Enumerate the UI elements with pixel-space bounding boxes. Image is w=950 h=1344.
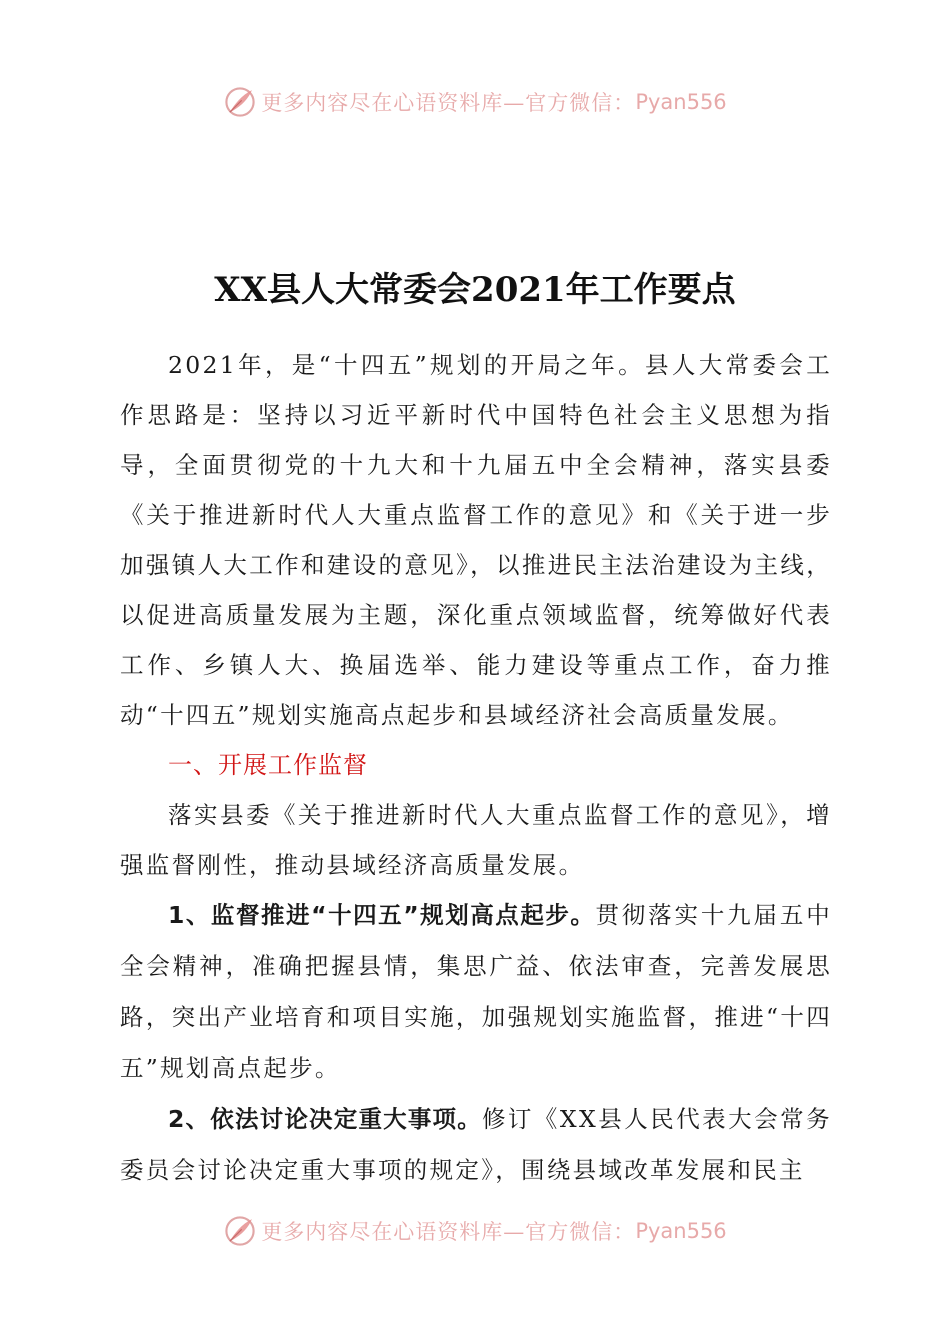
watermark-text: 更多内容尽在心语资料库—官方微信： [261,1220,636,1244]
feather-pen-logo-icon [223,85,257,119]
list-item-1 [120,890,832,1094]
document-title: XX县人大常委会2021年工作要点 [214,270,736,310]
item-lead: 2、依法讨论决定重大事项。 [168,1105,482,1133]
document-body [120,340,832,1196]
watermark-code: Pyan556 [635,1219,727,1243]
list-item-2 [120,1094,832,1196]
feather-pen-logo-icon [223,1214,257,1248]
item-lead: 1、监督推进“十四五”规划高点起步。 [168,901,596,929]
section-heading: 一、开展工作监督 [168,751,368,779]
watermark-footer [0,1211,950,1251]
section-paragraph: 落实县委《关于推进新时代人大重点监督工作的意见》，增强监督刚性，推动县域经济高质量发展。 [120,801,832,879]
intro-paragraph: 2021年，是“十四五”规划的开局之年。县人大常委会工作思路是：坚持以习近平新时代中国特色社会主义思想为指导，全面贯彻党的十九大和十九届五中全会精神，落实县委《关于推进新时代人大重点监督工作的意见》和《关于进一步加强镇人大工作和建设的意见》，以推进民主法治建设为主线，以促进高质量发展为主题，深化重点领域监督，统筹做好代表工作、乡镇人大、换届选举、能力建设等重点工作，奋力推动“十四五”规划实施高点起步和县域经济社会高质量发展。 [120,351,832,729]
item-text: 修订《XX县人民代表大会常务委员会讨论决定重大事项的规定》，围绕县域改革发展和民主 [120,1105,832,1184]
watermark-code: Pyan556 [635,90,727,114]
watermark-text: 更多内容尽在心语资料库—官方微信： [261,91,636,115]
item-text: 贯彻落实十九届五中全会精神，准确把握县情，集思广益、依法审查，完善发展思路，突出产业培育和项目实施，加强规划实施监督，推进“十四五”规划高点起步。 [120,901,832,1082]
watermark-header [0,82,950,122]
